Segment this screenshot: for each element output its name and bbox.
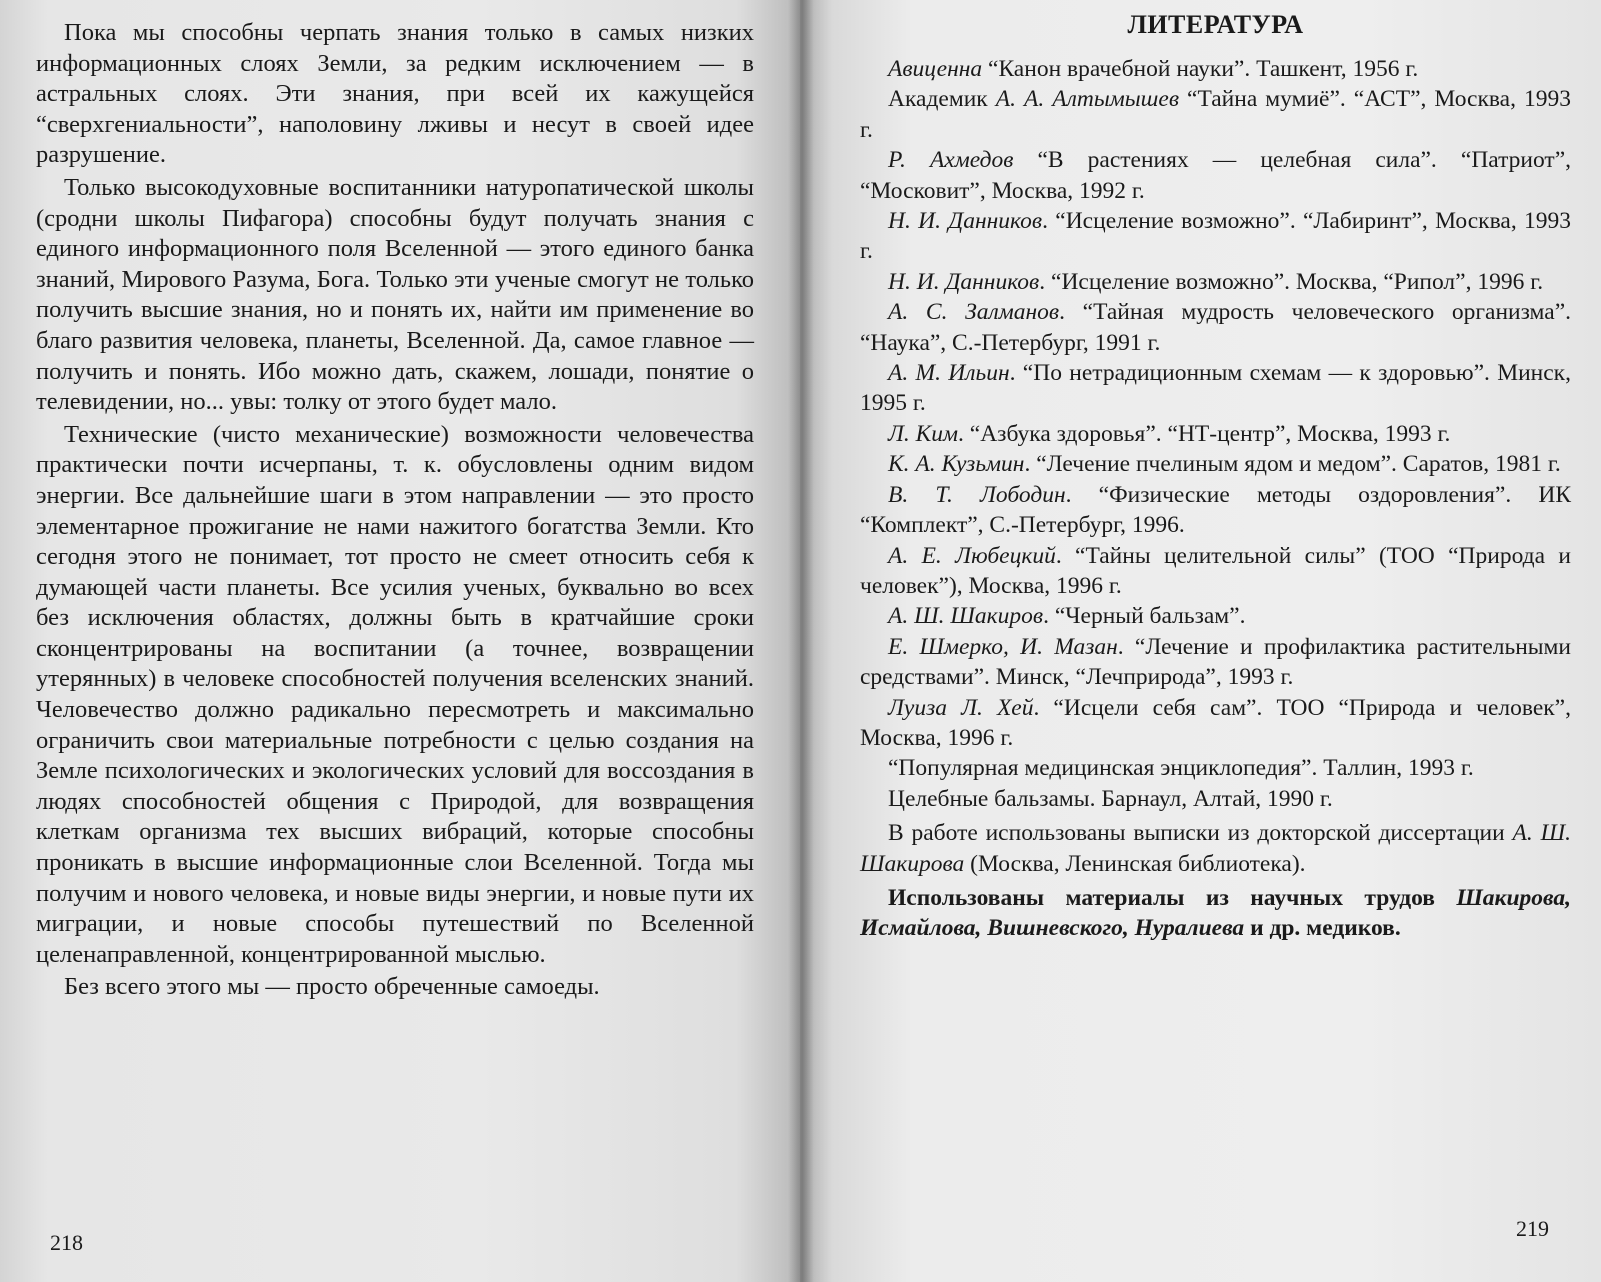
note-text: и др. медиков. xyxy=(1244,915,1401,942)
paragraph: Только высокодуховные воспитанники натуропатической школы (сродни школы Пифагора) способны будут получать знания с единого информационного поля Вселенной — этого единого банка знаний, Мирового Разума, Бога. Только эти ученые смогут не только получить высшие знания, но и понять их, найти им применение во благо развития человека, планеты, Вселенной. Да, самое главное — получить и понять. Ибо можно дать, скажем, лошади, понятие о телевидении, но... увы: толку от этого будет мало. xyxy=(36,173,754,416)
reference-text: . “Черный бальзам”. xyxy=(1043,603,1246,630)
reference-item xyxy=(860,54,1571,84)
reference-author: Н. И. Данников xyxy=(888,208,1043,235)
reference-item xyxy=(860,297,1571,358)
reference-author: В. Т. Лободин xyxy=(888,481,1066,508)
reference-item xyxy=(860,601,1571,631)
paragraph: Технические (чисто механические) возможности человечества практически почти исчерпаны, т. к. обусловлены одним видом энергии. Все дальнейшие шаги в этом направлении — это просто элементарное прожигание не нами нажитого богатства Земли. Кто сегодня этого не понимает, тот просто не смеет относить себя к думающей части планеты. Все усилия ученых, буквально во всех без исключения областях, должны быть в кратчайшие сроки сконцентрированы на воспитании (а точнее, возвращении утерянных) в человеке способностей получения вселенских знаний. Человечество должно радикально пересмотреть и максимально ограничить свои материальные потребности с целью создания на Земле психологических и экологических условий для воссоздания в людях способностей общения с Природой, для возвращения клеткам организма тех высших вибраций, которые способны проникать в высшие информационные слои Вселенной. Тогда мы получим и нового человека, и новые виды энергии, и новые пути их миграции, и новые способы путешествий по Вселенной целенаправленной, концентрированной мыслью. xyxy=(36,420,754,968)
reference-text: . “Лечение пчелиным ядом и медом”. Саратов, 1981 г. xyxy=(1024,451,1561,478)
reference-prefix: Академик xyxy=(888,86,996,113)
reference-text: “В растениях — целебная сила”. “Патриот”, “Московит”, Москва, 1992 г. xyxy=(860,147,1572,204)
page-title: ЛИТЕРАТУРА xyxy=(1127,10,1304,39)
left-page-text xyxy=(36,18,754,1003)
reference-text: . “Исцели себя сам”. ТОО “Природа и человек”, Москва, 1996 г. xyxy=(860,694,1571,751)
page-number-left: 218 xyxy=(50,1230,83,1255)
reference-author: К. А. Кузьмин xyxy=(888,451,1025,478)
reference-item xyxy=(860,541,1571,602)
note-text: В работе использованы выписки из докторской диссертации xyxy=(888,820,1513,847)
reference-item xyxy=(860,632,1571,693)
reference-author: А. Е. Любецкий xyxy=(888,542,1056,569)
reference-list xyxy=(860,54,1571,814)
left-page xyxy=(0,0,800,1282)
note-author: А. Ш. Шакирова xyxy=(860,820,1571,877)
reference-item xyxy=(860,449,1571,479)
reference-text: . “Тайная мудрость человеческого организма”. “Наука”, С.-Петербург, 1991 г. xyxy=(860,299,1571,356)
reference-text: “Тайна мумиё”. “АСТ”, Москва, 1993 г. xyxy=(860,86,1572,143)
paragraph: Пока мы способны черпать знания только в самых низких информационных слоях Земли, за редким исключением — в астральных слоях. Эти знания, при всей их кажущейся “сверхгениальности”, наполовину лживы и несут в своей идее разрушение. xyxy=(36,19,754,169)
note-text: Использованы материалы из научных трудов xyxy=(888,884,1457,911)
note-authors: Шакирова, Исмайлова, Вишневского, Нуралиева xyxy=(860,884,1571,942)
materials-note xyxy=(860,883,1571,944)
reference-text: . “Азбука здоровья”. “НТ-центр”, Москва, 1993 г. xyxy=(958,420,1451,447)
reference-item xyxy=(860,358,1571,419)
reference-item xyxy=(860,693,1571,754)
reference-text: “Популярная медицинская энциклопедия”. Таллин, 1993 г. xyxy=(888,755,1474,782)
reference-item xyxy=(860,753,1571,783)
paragraph: Без всего этого мы — просто обреченные самоеды. xyxy=(64,973,600,1001)
reference-item xyxy=(860,480,1571,541)
reference-text: . “Физические методы оздоровления”. ИК “Комплект”, С.-Петербург, 1996. xyxy=(860,481,1572,539)
reference-author: А. А. Алтымышев xyxy=(995,86,1180,113)
reference-author: Р. Ахмедов xyxy=(888,147,1014,174)
note-text: (Москва, Ленинская библиотека). xyxy=(964,850,1306,877)
reference-text: “Канон врачебной науки”. Ташкент, 1956 г. xyxy=(982,56,1419,82)
reference-author: А. М. Ильин xyxy=(888,360,1010,387)
reference-text: . “Исцеление возможно”. “Лабиринт”, Москва, 1993 г. xyxy=(860,208,1571,265)
reference-author: Авиценна xyxy=(888,56,983,82)
right-page xyxy=(800,0,1601,1282)
page-number-right: 219 xyxy=(1516,1216,1549,1241)
reference-text: . “Исцеление возможно”. Москва, “Рипол”, 1996 г. xyxy=(1039,268,1544,295)
reference-item xyxy=(860,84,1571,145)
reference-item xyxy=(860,784,1571,814)
reference-author: А. Ш. Шакиров xyxy=(888,603,1044,630)
reference-author: Е. Шмерко, И. Мазан xyxy=(888,633,1118,660)
reference-author: А. С. Залманов xyxy=(888,299,1060,326)
reference-item xyxy=(860,206,1571,267)
reference-author: Л. Ким xyxy=(888,420,959,447)
reference-author: Н. И. Данников xyxy=(888,268,1040,295)
reference-item xyxy=(860,145,1571,206)
reference-text: . “По нетрадиционным схемам — к здоровью”. Минск, 1995 г. xyxy=(860,360,1571,417)
reference-text: . “Лечение и профилактика растительными средствами”. Минск, “Лечприрода”, 1993 г. xyxy=(860,633,1572,691)
reference-item xyxy=(860,267,1571,297)
reference-text: Целебные бальзамы. Барнаул, Алтай, 1990 г. xyxy=(888,785,1333,812)
reference-author: Луиза Л. Хей xyxy=(888,694,1034,721)
reference-text: . “Тайны целительной силы” (ТОО “Природа и человек”), Москва, 1996 г. xyxy=(860,542,1571,599)
reference-item xyxy=(860,419,1571,449)
dissertation-note xyxy=(860,818,1571,879)
